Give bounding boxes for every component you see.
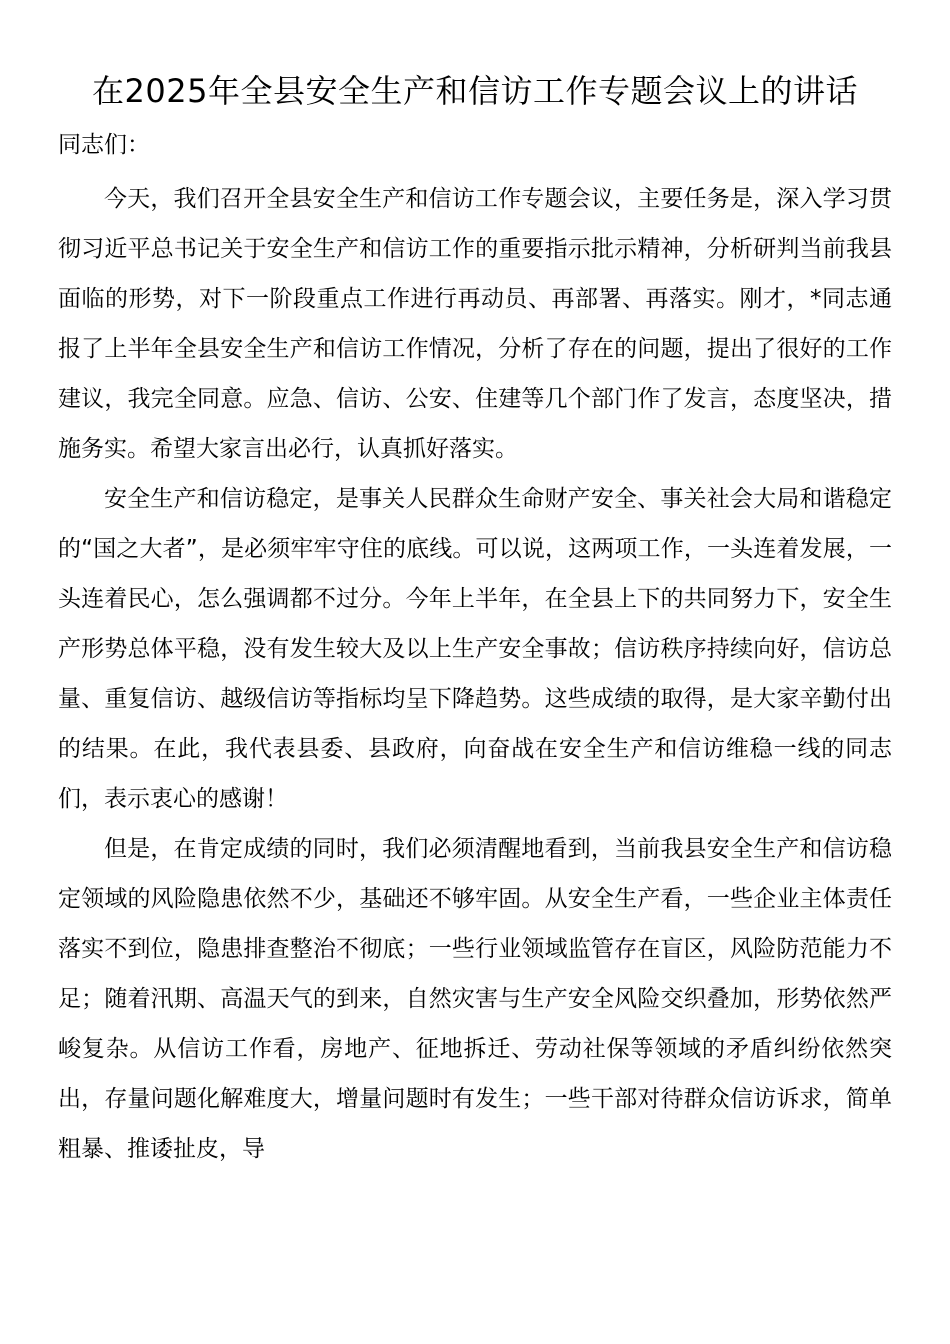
paragraph: 今天，我们召开全县安全生产和信访工作专题会议，主要任务是，深入学习贯彻习近平总书记关于安全生产和信访工作的重要指示批示精神，分析研判当前我县面临的形势，对下一阶段重点工作进行再动员、再部署、再落实。刚才，*同志通报了上半年全县安全生产和信访工作情况，分析了存在的问题，提出了很好的工作建议，我完全同意。应急、信访、公安、住建等几个部门作了发言，态度坚决，措施务实。希望大家言出必行，认真抓好落实。 <box>58 186 892 462</box>
paragraph: 但是，在肯定成绩的同时，我们必须清醒地看到，当前我县安全生产和信访稳定领域的风险隐患依然不少，基础还不够牢固。从安全生产看，一些企业主体责任落实不到位，隐患排查整治不彻底；一些行业领域监管存在盲区，风险防范能力不足；随着汛期、高温天气的到来，自然灾害与生产安全风险交织叠加，形势依然严峻复杂。从信访工作看，房地产、征地拆迁、劳动社保等领域的矛盾纠纷依然突出，存量问题化解难度大，增量问题时有发生；一些干部对待群众信访诉求，简单粗暴、推诿扯皮，导 <box>58 836 892 1162</box>
document-body <box>58 174 892 1174</box>
document-title: 在2025年全县安全生产和信访工作专题会议上的讲话 <box>92 72 858 110</box>
salutation: 同志们： <box>58 132 150 158</box>
paragraph: 安全生产和信访稳定，是事关人民群众生命财产安全、事关社会大局和谐稳定的“国之大者”，是必须牢牢守住的底线。可以说，这两项工作，一头连着发展，一头连着民心，怎么强调都不过分。今年上半年，在全县上下的共同努力下，安全生产形势总体平稳，没有发生较大及以上生产安全事故；信访秩序持续向好，信访总量、重复信访、越级信访等指标均呈下降趋势。这些成绩的取得，是大家辛勤付出的结果。在此，我代表县委、县政府，向奋战在安全生产和信访维稳一线的同志们，表示衷心的感谢！ <box>58 486 892 812</box>
